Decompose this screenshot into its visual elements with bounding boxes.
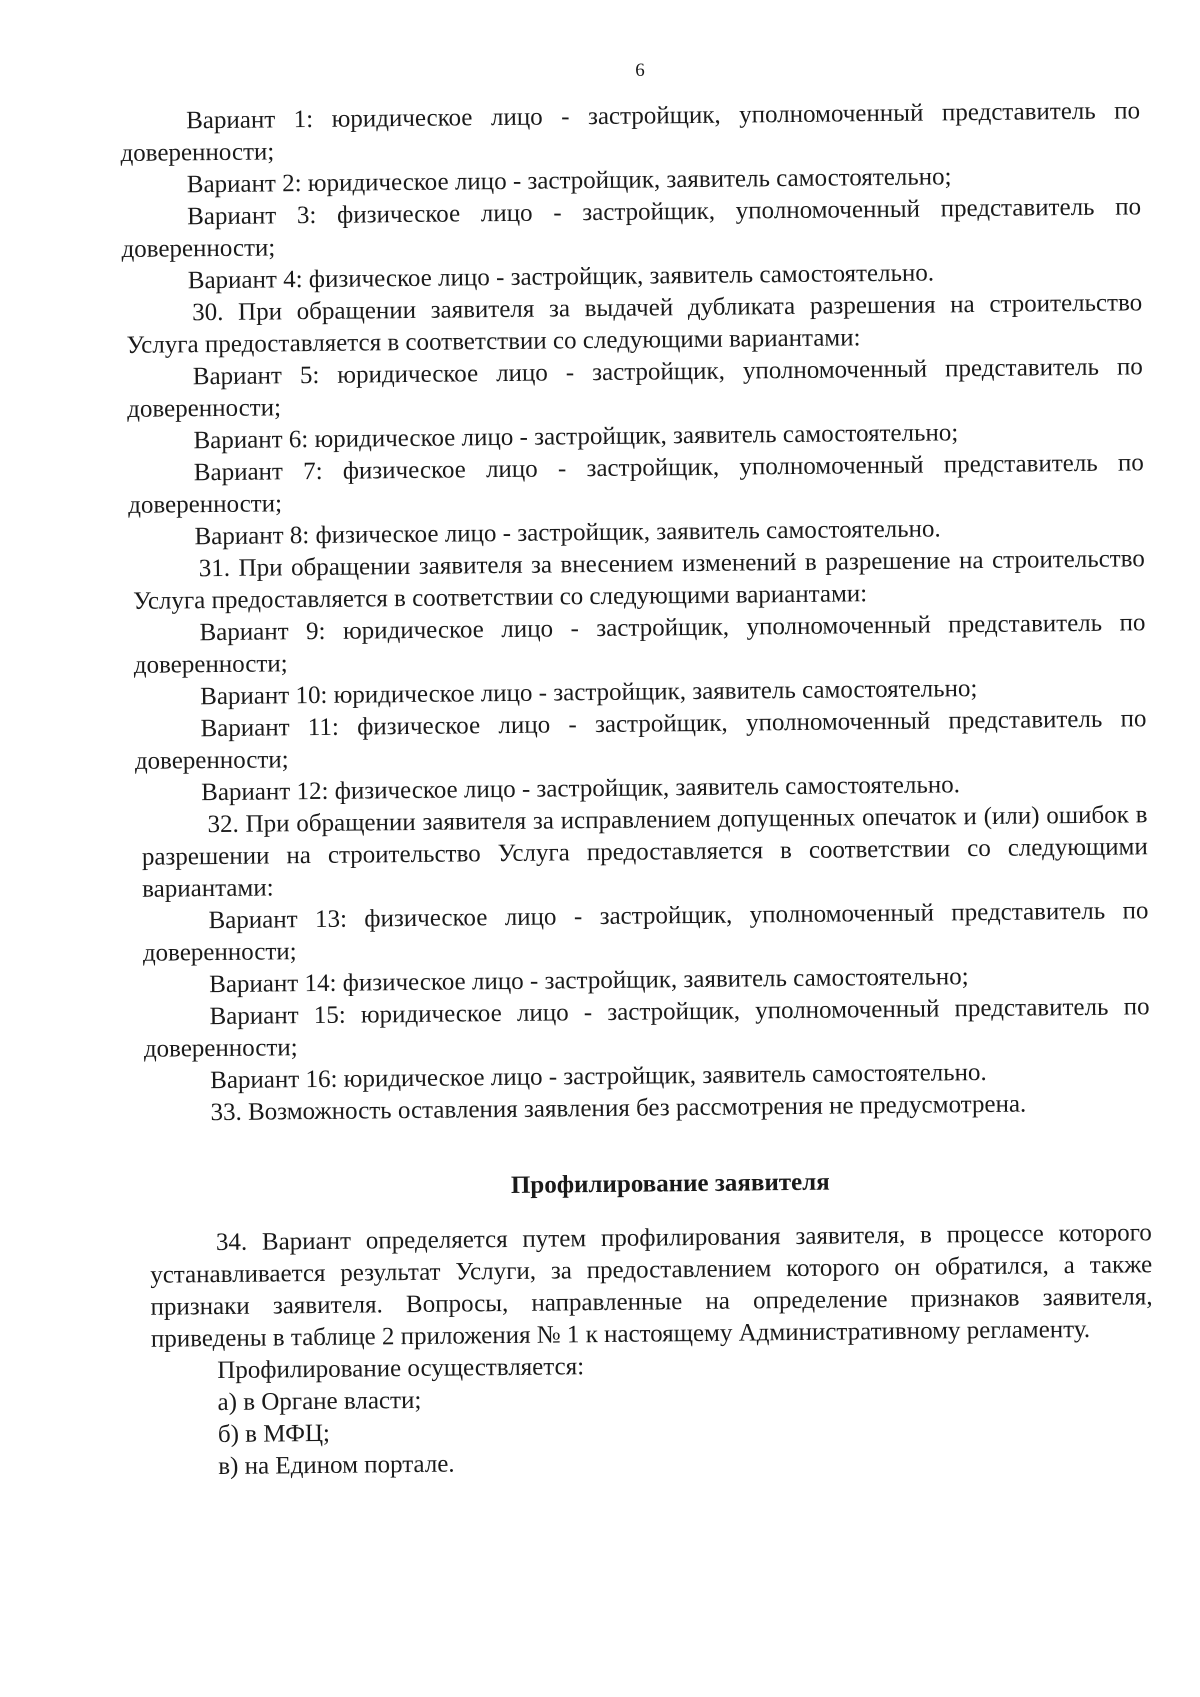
- variants-block-32: [141, 799, 1150, 1130]
- paragraph: 32. При обращении заявителя за исправлением допущенных опечаток и (или) ошибок в разрешении на строительство Услуга предоставляется в соответствии со следующими вариантами:: [141, 801, 1148, 903]
- paragraph: Вариант 13: физическое лицо - застройщик, уполномоченный представитель по доверенности;: [142, 897, 1149, 967]
- variants-block-29: [120, 95, 1142, 298]
- paragraph: Вариант 3: физическое лицо - застройщик, уполномоченный представитель по доверенности;: [121, 193, 1142, 263]
- paragraph: Вариант 2: юридическое лицо - застройщик, заявитель самостоятельно;: [186, 163, 952, 199]
- paragraph: 33. Возможность оставления заявления без рассмотрения не предусмотрена.: [210, 1090, 1027, 1127]
- paragraph: Вариант 7: физическое лицо - застройщик, уполномоченный представитель по доверенности;: [128, 449, 1144, 519]
- paragraph: 30. При обращении заявителя за выдачей дубликата разрешения на строительство Услуга предоставляется в соответствии со следующими вариантами:: [126, 289, 1143, 359]
- paragraph: Профилирование осуществляется:: [217, 1353, 585, 1385]
- section-heading: Профилирование заявителя: [510, 1168, 830, 1199]
- list-item: а) в Органе власти;: [217, 1386, 422, 1417]
- paragraph: Вариант 6: юридическое лицо - застройщик, заявитель самостоятельно;: [193, 419, 959, 455]
- variants-block-30: [126, 287, 1145, 554]
- paragraph: Вариант 5: юридическое лицо - застройщик, уполномоченный представитель по доверенности;: [127, 353, 1143, 423]
- document-body: [120, 95, 1154, 1484]
- page-number: 6: [635, 60, 645, 81]
- list-item: в) на Едином портале.: [218, 1450, 455, 1481]
- paragraph: Вариант 11: физическое лицо - застройщик, уполномоченный представитель по доверенности;: [134, 705, 1147, 775]
- paragraph: Вариант 4: физическое лицо - застройщик, заявитель самостоятельно.: [187, 259, 935, 295]
- paragraph: Вариант 12: физическое лицо - застройщик, заявитель самостоятельно.: [201, 771, 961, 807]
- paragraph: 31. При обращении заявителя за внесением изменений в разрешение на строительство Услуга предоставляется в соответствии со следующими вариантами:: [133, 545, 1145, 615]
- paragraph: Вариант 9: юридическое лицо - застройщик, уполномоченный представитель по доверенности;: [133, 609, 1146, 679]
- list-item: б) в МФЦ;: [217, 1419, 331, 1449]
- paragraph: Вариант 15: юридическое лицо - застройщик, уполномоченный представитель по доверенности;: [143, 993, 1150, 1063]
- paragraph: 34. Вариант определяется путем профилирования заявителя, в процессе которого устанавливается результат Услуги, за предоставлением которого он обратился, а также признаки заявителя. Вопросы, направленные на определение признаков заявителя, приведены в таблице 2 приложения № 1 к настоящему Административному регламенту.: [150, 1219, 1153, 1353]
- paragraph: Вариант 14: физическое лицо - застройщик, заявитель самостоятельно;: [209, 963, 969, 999]
- profiling-section: [149, 1163, 1154, 1483]
- paragraph: Вариант 1: юридическое лицо - застройщик, уполномоченный представитель по доверенности;: [120, 97, 1141, 167]
- paragraph: Вариант 16: юридическое лицо - застройщик, заявитель самостоятельно.: [210, 1058, 987, 1095]
- paragraph: Вариант 8: физическое лицо - застройщик, заявитель самостоятельно.: [194, 515, 941, 551]
- variants-block-31: [133, 543, 1148, 810]
- paragraph: Вариант 10: юридическое лицо - застройщик, заявитель самостоятельно;: [200, 675, 978, 711]
